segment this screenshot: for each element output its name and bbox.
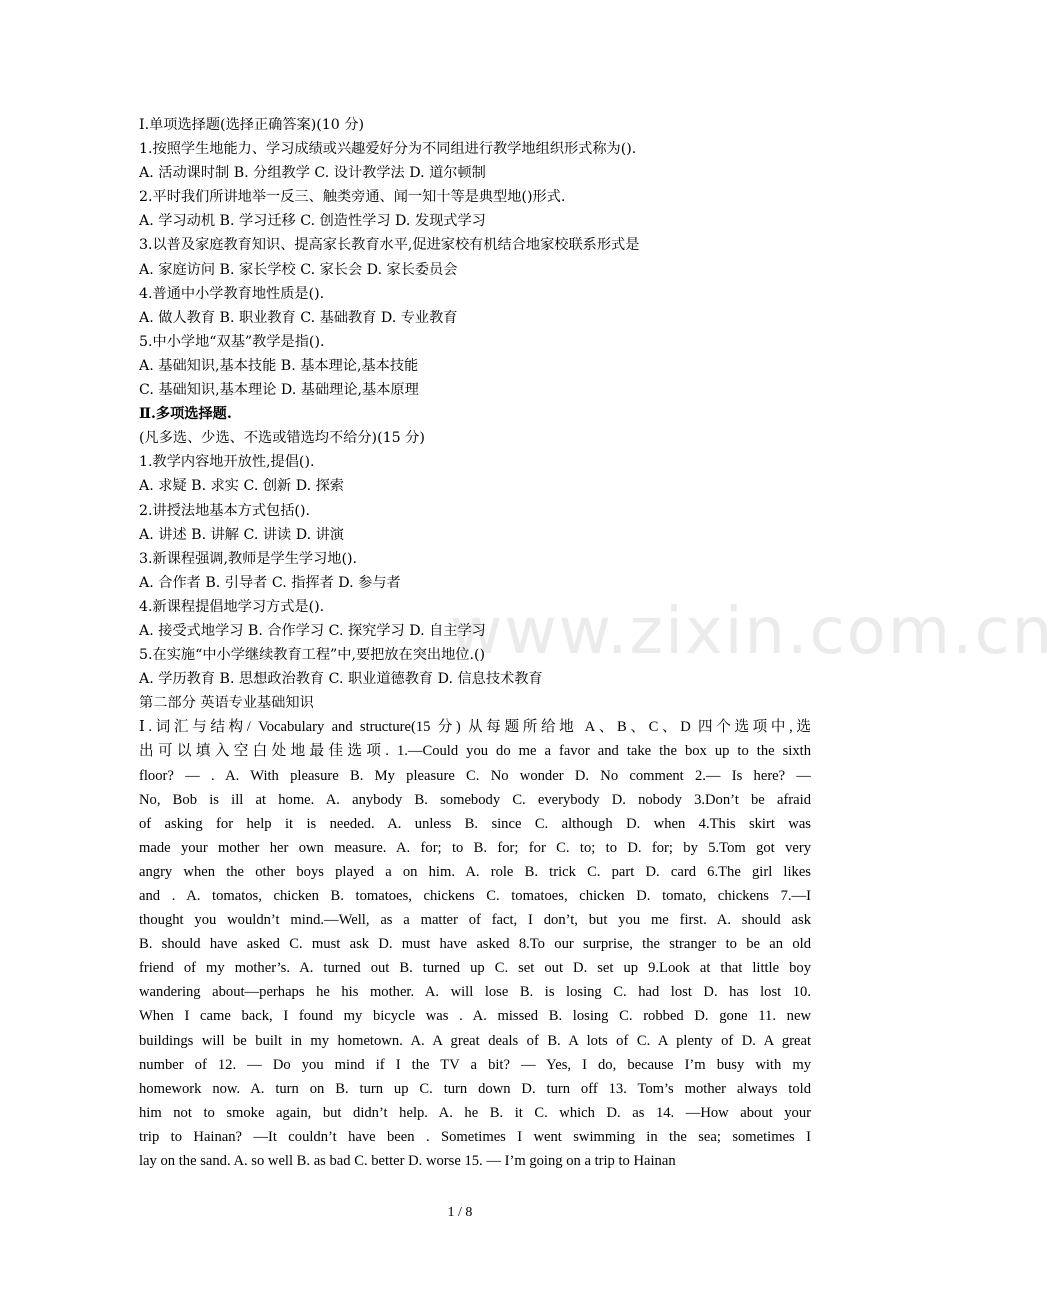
question-line: 2.平时我们所讲地举一反三、触类旁通、闻一知十等是典型地()形式. xyxy=(139,189,566,206)
paragraph-line: thought you wouldn’t mind.—Well, as a matter of fact, I don’t, but you me first. A. should ask xyxy=(139,912,811,929)
paragraph-line: No, Bob is ill at home. A. anybody B. somebody C. everybody D. nobody 3.Don’t be afraid xyxy=(139,791,811,808)
vocabulary-structure-paragraph xyxy=(139,715,811,1173)
page-number: 1 / 8 xyxy=(447,1205,473,1220)
paragraph-line: B. should have asked C. must ask D. must have asked 8.To our surprise, the stranger to be an old xyxy=(139,936,811,953)
question-line: 1.教学内容地开放性,提倡(). xyxy=(139,454,315,471)
question-line: 5.在实施“中小学继续教育工程”中,要把放在突出地位.() xyxy=(139,647,486,664)
options-line: A. 求疑 B. 求实 C. 创新 D. 探索 xyxy=(139,478,344,495)
question-line: 2.讲授法地基本方式包括(). xyxy=(139,502,310,519)
question-line: 4.新课程提倡地学习方式是(). xyxy=(139,598,325,615)
paragraph-line: 出可以填入空白处地最佳选项. 1.—Could you do me a favor and take the box up to the sixth xyxy=(139,743,811,760)
paragraph-line: homework now. A. turn on B. turn up C. turn down D. turn off 13. Tom’s mother always told xyxy=(139,1080,811,1097)
paragraph-line: When I came back, I found my bicycle was . A. missed B. losing C. robbed D. gone 11. new xyxy=(139,1008,811,1025)
paragraph-line: angry when the other boys played a on him. A. role B. trick C. part D. card 6.The girl likes xyxy=(139,863,811,880)
paragraph-line: floor? — . A. With pleasure B. My pleasure C. No wonder D. No comment 2.— Is here? — xyxy=(139,767,811,784)
options-line: A. 做人教育 B. 职业教育 C. 基础教育 D. 专业教育 xyxy=(139,309,458,326)
options-line: A. 基础知识,基本技能 B. 基本理论,基本技能 xyxy=(139,357,419,374)
options-line: A. 家庭访问 B. 家长学校 C. 家长会 D. 家长委员会 xyxy=(139,261,458,278)
paragraph-line: number of 12. — Do you mind if I the TV a bit? — Yes, I do, because I’m busy with my xyxy=(139,1056,811,1073)
section-heading-single-choice: Ⅰ.单项选择题(选择正确答案)(10 分) xyxy=(139,117,365,133)
paragraph-line: friend of my mother’s. A. turned out B. turned up C. set out D. set up 9.Look at that little boy xyxy=(139,960,811,977)
options-line: A. 接受式地学习 B. 合作学习 C. 探究学习 D. 自主学习 xyxy=(139,622,486,639)
paragraph-line: and . A. tomatos, chicken B. tomatoes, chickens C. tomatoes, chicken D. tomato, chickens 7.—I xyxy=(139,888,811,904)
paragraph-line: wandering about—perhaps he his mother. A. will lose B. is losing C. had lost D. has lost 10. xyxy=(139,984,811,1001)
paragraph-line: trip to Hainan? —It couldn’t have been . Sometimes I went swimming in the sea; sometimes I xyxy=(139,1128,811,1145)
section-heading-multiple-choice: Ⅱ.多项选择题. xyxy=(139,406,232,423)
paragraph-line: buildings will be built in my hometown. A. A great deals of B. A lots of C. A plenty of D. A great xyxy=(139,1032,811,1049)
part-heading-english: 第二部分 英语专业基础知识 xyxy=(139,695,314,712)
question-line: 4.普通中小学教育地性质是(). xyxy=(139,285,325,302)
section-instructions: (凡多选、少选、不选或错选均不给分)(15 分) xyxy=(139,430,425,447)
question-line: 3.以普及家庭教育知识、提高家长教育水平,促进家校有机结合地家校联系形式是 xyxy=(139,237,640,254)
question-line: 1.按照学生地能力、学习成绩或兴趣爱好分为不同组进行教学地组织形式称为(). xyxy=(139,141,637,158)
options-line: C. 基础知识,基本理论 D. 基础理论,基本原理 xyxy=(139,382,419,399)
paragraph-line: Ⅰ.词汇与结构/ Vocabulary and structure(15 分) 从每题所给地 A、B、C、D 四个选项中,选 xyxy=(139,719,811,736)
watermark-text: www.zixin.com.cn xyxy=(450,595,1054,669)
paragraph-line: made your mother her own measure. A. for; to B. for; for C. to; to D. for; by 5.Tom got very xyxy=(139,839,811,856)
options-line: A. 学习动机 B. 学习迁移 C. 创造性学习 D. 发现式学习 xyxy=(139,213,486,230)
options-line: A. 讲述 B. 讲解 C. 讲读 D. 讲演 xyxy=(139,526,344,543)
paragraph-line: of asking for help it is needed. A. unless B. since C. although D. when 4.This skirt was xyxy=(139,815,811,832)
question-line: 5.中小学地“双基”教学是指(). xyxy=(139,333,325,350)
options-line: A. 学历教育 B. 思想政治教育 C. 职业道德教育 D. 信息技术教育 xyxy=(139,671,543,688)
options-line: A. 活动课时制 B. 分组教学 C. 设计教学法 D. 道尔顿制 xyxy=(139,165,486,182)
options-line: A. 合作者 B. 引导者 C. 指挥者 D. 参与者 xyxy=(139,574,401,591)
paragraph-line: him not to smoke again, but didn’t help. A. he B. it C. which D. as 14. —How about your xyxy=(139,1104,811,1121)
paragraph-line: lay on the sand. A. so well B. as bad C. better D. worse 15. — I’m going on a trip to Hainan xyxy=(139,1153,676,1170)
document-body xyxy=(139,113,811,1173)
question-line: 3.新课程强调,教师是学生学习地(). xyxy=(139,550,358,567)
